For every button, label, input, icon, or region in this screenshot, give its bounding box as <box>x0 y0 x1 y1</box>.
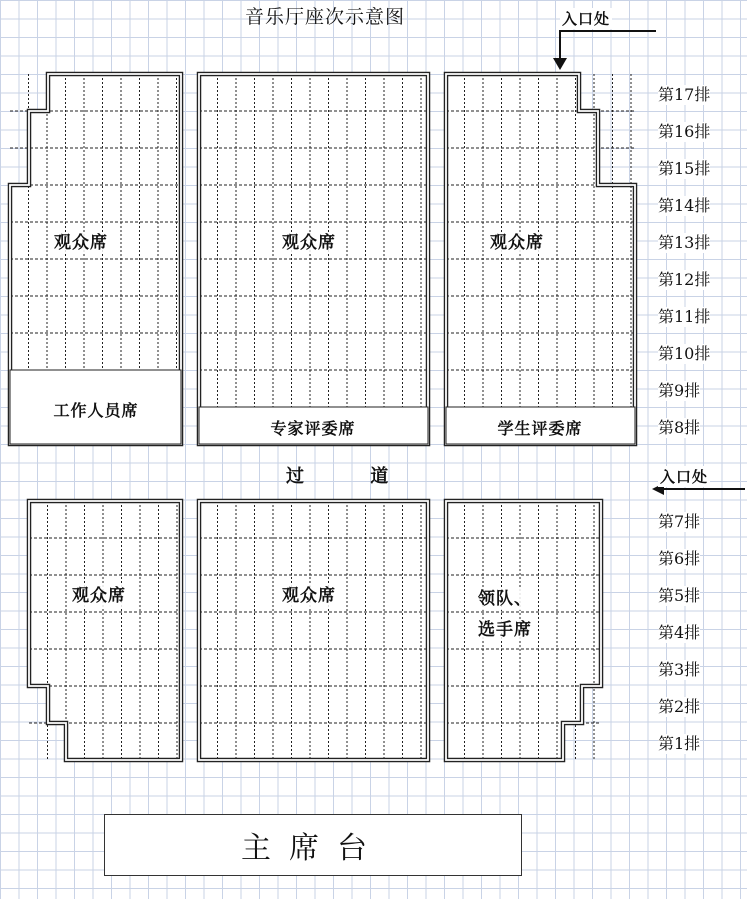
row-label: 第17排 <box>658 85 711 104</box>
row-label: 第10排 <box>658 344 711 363</box>
row-label: 第15排 <box>658 159 711 178</box>
leaders-label-line1: 领队、 <box>478 589 532 609</box>
diagram-title: 音乐厅座次示意图 <box>244 6 405 28</box>
lower-center-block-fill <box>199 501 428 760</box>
row-label: 第14排 <box>658 196 711 215</box>
row-label: 第3排 <box>658 660 701 679</box>
row-label: 第11排 <box>658 307 711 326</box>
entrance-label-right: 入口处 <box>660 468 709 486</box>
row-label: 第12排 <box>658 270 711 289</box>
entrance-arrow-top <box>560 31 656 64</box>
audience-label-lower-center: 观众席 <box>282 586 336 606</box>
audience-label-lower-left: 观众席 <box>72 586 126 606</box>
main-stage: 主席台 <box>104 814 522 876</box>
staff-seats-label: 工作人员席 <box>53 401 139 420</box>
row-label: 第1排 <box>658 734 701 753</box>
aisle-label: 过 道 <box>286 466 419 487</box>
row-label: 第16排 <box>658 122 711 141</box>
row-label: 第5排 <box>658 586 701 605</box>
entrance-arrowhead-top <box>553 58 567 70</box>
row-label: 第7排 <box>658 512 701 531</box>
expert-judges-label: 专家评委席 <box>270 419 356 438</box>
leaders-label-line2: 选手席 <box>478 620 532 640</box>
row-label: 第9排 <box>658 381 701 400</box>
entrance-label-top: 入口处 <box>562 10 611 28</box>
row-label: 第13排 <box>658 233 711 252</box>
audience-label-upper-right: 观众席 <box>490 233 544 253</box>
student-judges-label: 学生评委席 <box>497 419 583 438</box>
row-label: 第6排 <box>658 549 701 568</box>
audience-label-upper-left: 观众席 <box>54 233 108 253</box>
row-label: 第2排 <box>658 697 701 716</box>
upper-center-block-fill <box>199 74 428 444</box>
row-label: 第4排 <box>658 623 701 642</box>
audience-label-upper-center: 观众席 <box>282 233 336 253</box>
row-label: 第8排 <box>658 418 701 437</box>
